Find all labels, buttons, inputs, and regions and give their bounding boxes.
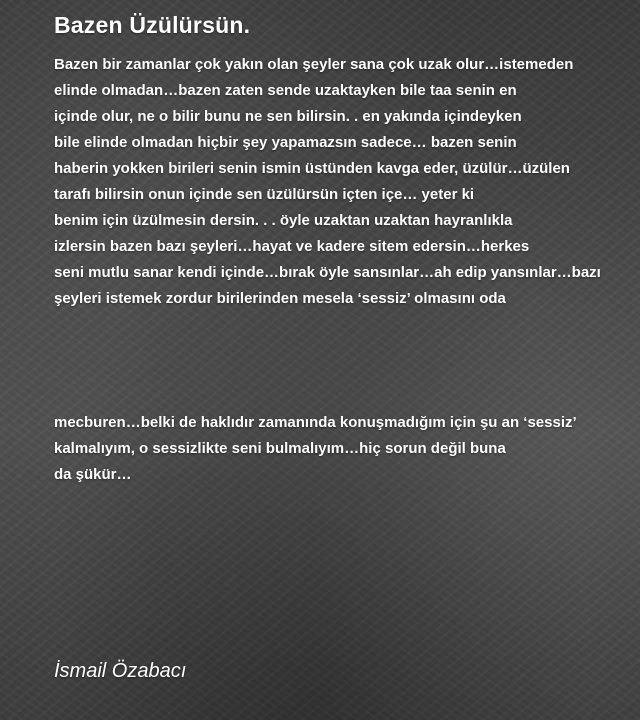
poem-line: Bazen bir zamanlar çok yakın olan şeyler sana çok uzak olur…istemeden xyxy=(54,56,574,73)
poem-line: tarafı bilirsin onun içinde sen üzülürsün içten içe… yeter ki xyxy=(54,186,475,203)
poem-line: benim için üzülmesin dersin. . . öyle uzaktan uzaktan hayranlıkla xyxy=(54,212,513,229)
poem-line: elinde olmadan…bazen zaten sende uzaktayken bile taa senin en xyxy=(54,82,517,99)
poem-title: Bazen Üzülürsün. xyxy=(54,12,251,38)
poem-line: da şükür… xyxy=(54,466,132,483)
poem-line: mecburen…belki de haklıdır zamanında konuşmadığım için şu an ‘sessiz’ xyxy=(54,414,577,431)
poem-stanza-1 xyxy=(54,52,640,312)
poem-author: İsmail Özabacı xyxy=(54,660,187,682)
poem-stanza-2 xyxy=(54,410,640,488)
poem-line: şeyleri istemek zordur birilerinden mesela ‘sessiz’ olmasını oda xyxy=(54,290,506,307)
poem-line: içinde olur, ne o bilir bunu ne sen bilirsin. . en yakında içindeyken xyxy=(54,108,522,125)
poem-line: kalmalıyım, o sessizlikte seni bulmalıyım…hiç sorun değil buna xyxy=(54,440,506,457)
poem-line: haberin yokken birileri senin ismin üstünden kavga eder, üzülür…üzülen xyxy=(54,160,570,177)
poem-line: bile elinde olmadan hiçbir şey yapamazsın sadece… bazen senin xyxy=(54,134,517,151)
poem-line: seni mutlu sanar kendi içinde…bırak öyle sansınlar…ah edip yansınlar…bazı xyxy=(54,264,601,281)
poem-line: izlersin bazen bazı şeyleri…hayat ve kadere sitem edersin…herkes xyxy=(54,238,530,255)
